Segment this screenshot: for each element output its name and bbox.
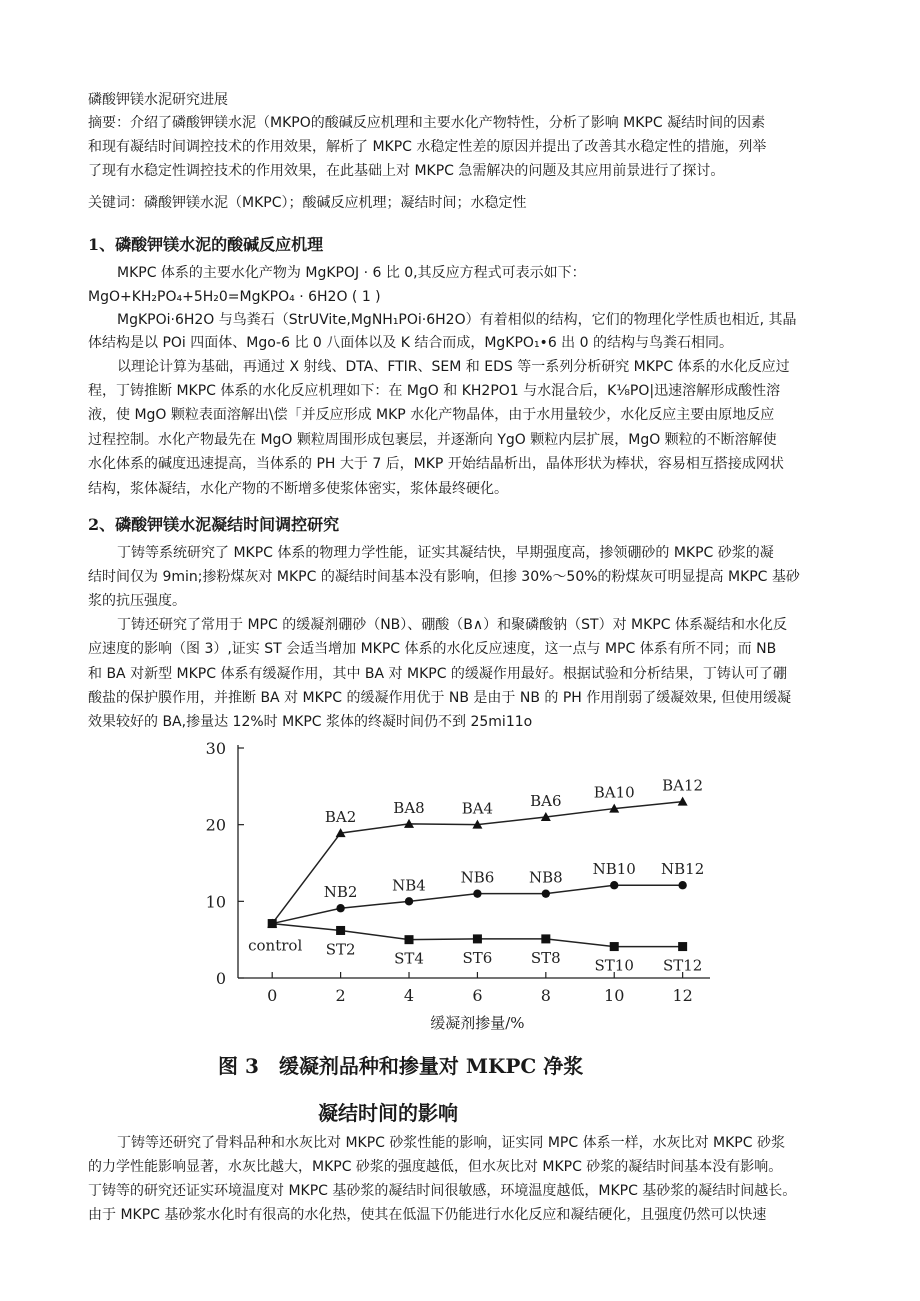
point-label: NB10 (592, 860, 636, 879)
point-label: NB6 (460, 868, 495, 887)
data-point-NB (405, 897, 413, 905)
x-tick-label: 0 (267, 986, 278, 1005)
data-point-ST (268, 919, 277, 928)
figure-caption-line-2: 凝结时间的影响 (318, 1101, 458, 1125)
sec2-line: 浆的抗压强度。 (88, 593, 186, 609)
data-point-NB (610, 881, 618, 889)
sec1-line: 水化体系的碱度迅速提高，当体系的 PH 大于 7 后，MKP 开始结晶析出，晶体形状为棒状，容易相互搭接成网状 (88, 456, 784, 472)
x-tick-label: 4 (403, 986, 415, 1005)
equation-1: MgO+KH₂PO₄+5H₂0=MgKPO₄ · 6H2O ( 1 ) (88, 289, 381, 305)
y-tick-label: 20 (205, 815, 226, 835)
point-label: BA10 (593, 783, 635, 802)
point-label: BA12 (662, 776, 704, 795)
sec2-line: 和 BA 对新型 MKPC 体系有缓凝作用，其中 BA 对 MKPC 的缓凝作用最好。根据试验和分析结果，丁铸认可了硼 (88, 666, 787, 682)
point-label: NB12 (661, 860, 705, 879)
sec1-line: 过程控制。水化产物最先在 MgO 颗粒周围形成包裹层，并逐渐向 YgO 颗粒内层扩展，MgO 颗粒的不断溶解使 (88, 432, 777, 448)
data-point-ST (405, 935, 414, 944)
data-point-ST (610, 942, 619, 951)
point-label: BA6 (530, 792, 562, 810)
sec2-line: 结时间仅为 9min;掺粉煤灰对 MKPC 的凝结时间基本没有影响，但掺 30%〜50%的粉煤灰可明显提高 MKPC 基砂 (88, 569, 800, 585)
body-line: 丁铸等的研究还证实环境温度对 MKPC 基砂浆的凝结时间很敏感，环境温度越低，MKPC 基砂浆的凝结时间越长。 (88, 1183, 797, 1199)
sec2-line: 效果较好的 BA,掺量达 12%时 MKPC 浆体的终凝时间仍不到 25mi11o (88, 714, 533, 730)
point-label: ST6 (462, 948, 493, 967)
figure-caption-line-1: 图 3 缓凝剂品种和掺量对 MKPC 净浆 (218, 1054, 584, 1078)
x-tick-label: 12 (672, 986, 693, 1005)
sec1-line: 以理论计算为基础，再通过 X 射线、DTA、FTIR、SEM 和 EDS 等一系列分析研究 MKPC 体系的水化反应过 (117, 359, 790, 375)
point-label: NB2 (323, 883, 358, 902)
y-tick-label: 10 (205, 892, 226, 912)
point-label: BA2 (324, 808, 357, 827)
sec2-line: 应速度的影响（图 3）,证实 ST 会适当增加 MKPC 体系的水化反应速度，这一点与 MPC 体系有所不同；而 NB (88, 641, 777, 657)
data-point-NB (678, 881, 686, 889)
section-2-heading: 2、磷酸钾镁水泥凝结时间调控研究 (88, 515, 340, 534)
abstract-line-3: 了现有水稳定性调控技术的作用效果，在此基础上对 MKPC 急需解决的问题及其应用前景进行了探讨。 (88, 163, 725, 179)
x-axis-label: 缓凝剂掺量/% (430, 1014, 525, 1032)
sec1-line: 程，丁铸推断 MKPC 体系的水化反应机理如下：在 MgO 和 KH2PO1 与水混合后，K⅛PO|迅速溶解形成酸性溶 (88, 383, 781, 399)
point-label: NB8 (528, 868, 563, 887)
section-1-heading: 1、磷酸钾镁水泥的酸碱反应机理 (88, 235, 324, 254)
y-tick-label: 0 (215, 969, 226, 988)
data-point-ST (678, 942, 687, 951)
body-line: 的力学性能影响显著，水灰比越大，MKPC 砂浆的强度越低，但水灰比对 MKPC 砂浆的凝结时间基本没有影响。 (88, 1159, 783, 1175)
doc-title: 磷酸钾镁水泥研究进展 (88, 92, 228, 108)
sec1-line: 体结构是以 POi 四面体、Mgo-6 比 0 八面体以及 K 结合而成，MgKPO₁•6 出 0 的结构与鸟粪石相同。 (88, 335, 733, 351)
sec1-line: 液，使 MgO 颗粒表面溶解出\偿「并反应形成 MKP 水化产物晶体，由于水用量较少，水化反应主要由原地反应 (88, 407, 775, 423)
point-label: ST4 (394, 949, 424, 968)
point-label: ST10 (594, 956, 634, 975)
keywords: 关键词：磷酸钾镁水泥（MKPC）；酸碱反应机理；凝结时间；水稳定性 (88, 195, 527, 211)
point-label: control (248, 936, 303, 955)
data-point-ST (336, 926, 345, 935)
sec1-line: MKPC 体系的主要水化产物为 MgKPOJ · 6 比 0,其反应方程式可表示如下： (117, 265, 586, 281)
sec1-line: 结构，浆体凝结，水化产物的不断增多使浆体密实，浆体最终硬化。 (88, 481, 508, 497)
body-line: 丁铸等还研究了骨料品种和水灰比对 MKPC 砂浆性能的影响，证实同 MPC 体系一样，水灰比对 MKPC 砂浆 (117, 1135, 785, 1151)
y-tick-label: 30 (205, 739, 226, 758)
abstract-line-1: 摘要：介绍了磷酸钾镁水泥（MKPO的酸碱反应机理和主要水化产物特性，分析了影响 MKPC 凝结时间的因素 (88, 115, 766, 131)
sec2-line: 丁铸等系统研究了 MKPC 体系的物理力学性能，证实其凝结快，早期强度高，掺领硼砂的 MKPC 砂浆的凝 (117, 545, 774, 561)
sec2-line: 丁铸还研究了常用于 MPC 的缓凝剂硼砂（NB）、硼酸（B∧）和聚磷酸钠（ST）对 MKPC 体系凝结和水化反 (117, 617, 787, 633)
x-tick-label: 10 (604, 986, 625, 1005)
data-point-ST (473, 934, 482, 943)
point-label: NB4 (392, 876, 426, 895)
data-point-NB (542, 889, 550, 897)
data-point-BA (678, 797, 688, 806)
point-label: ST12 (662, 956, 703, 975)
x-tick-label: 2 (335, 986, 346, 1005)
data-point-NB (473, 889, 481, 897)
sec2-line: 酸盐的保护膜作用，并推断 BA 对 MKPC 的缓凝作用优于 NB 是由于 NB 的 PH 作用削弱了缓凝效果, 但使用缓凝 (88, 690, 792, 706)
data-point-ST (541, 934, 550, 943)
x-tick-label: 8 (540, 986, 551, 1005)
data-point-NB (336, 904, 344, 912)
point-label: BA8 (393, 798, 425, 817)
point-label: ST8 (530, 948, 561, 967)
point-label: BA4 (461, 799, 494, 818)
sec1-line: MgKPOi·6H2O 与鸟粪石（StrUVite,MgNH₁POi·6H2O）有着相似的结构，它们的物理化学性质也相近, 其晶 (117, 312, 797, 328)
abstract-line-2: 和现有凝结时间调控技术的作用效果，解析了 MKPC 水稳定性差的原因并提出了改善其水稳定性的措施，列举 (88, 139, 767, 155)
figure-3-chart (190, 735, 730, 1035)
body-line: 由于 MKPC 基砂浆水化时有很高的水化热，使其在低温下仍能进行水化反应和凝结硬化，且强度仍然可以快速 (88, 1207, 767, 1223)
point-label: ST2 (325, 940, 356, 959)
x-tick-label: 6 (472, 986, 483, 1005)
